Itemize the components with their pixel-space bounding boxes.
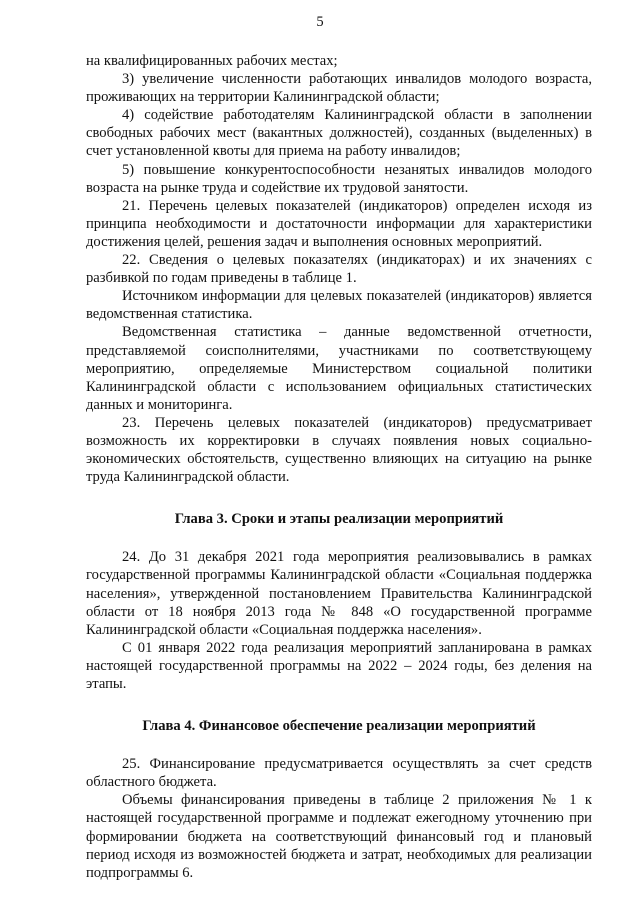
paragraph: С 01 января 2022 года реализация мероприятий запланирована в рамках настоящей государственной программы на 2022 – 2024 годы, без деления на этапы. [86,639,592,692]
paragraph: Источником информации для целевых показателей (индикаторов) является ведомственная статистика. [86,288,592,323]
paragraph: 25. Финансирование предусматривается осуществлять за счет средств областного бюджета. [86,756,592,791]
page-number: 5 [316,14,324,30]
chapter-4-heading: Глава 4. Финансовое обеспечение реализации мероприятий [142,718,536,735]
paragraph: Объемы финансирования приведены в таблице 2 приложения № 1 к настоящей государственной программе и подлежат ежегодному уточнению при формировании бюджета на соответствующий финансовый год и плановый период исходя из возможностей бюджета и затрат, необходимых для реализации подпрограммы 6. [86,792,592,881]
paragraph: 24. До 31 декабря 2021 года мероприятия реализовывались в рамках государственной программы Калининградской области «Социальная поддержка населения», утвержденной постановлением Правительства Калининградской области от 18 ноября 2013 года № 848 «О государственной программе Калининградской области «Социальная поддержка населения». [86,549,592,638]
document-body [86,52,592,882]
list-item: 5) повышение конкурентоспособности незанятых инвалидов молодого возраста на рынке труда и содействие их трудовой занятости. [86,161,592,196]
paragraph: на квалифицированных рабочих местах; [86,53,338,69]
list-item: 4) содействие работодателям Калининградской области в заполнении свободных рабочих мест (вакантных должностей), созданных (выделенных) в счет установленной квоты для приема на работу инвалидов; [86,107,592,160]
paragraph: 21. Перечень целевых показателей (индикаторов) определен исходя из принципа необходимости и достаточности информации для характеристики достижения целей, решения задач и выполнения основных мероприятий. [86,197,592,250]
paragraph: 22. Сведения о целевых показателях (индикаторах) и их значениях с разбивкой по годам приведены в таблице 1. [86,252,592,287]
paragraph: Ведомственная статистика – данные ведомственной отчетности, представляемой соисполнителями, участниками по соответствующему мероприятию, определяемые Министерством социальной политики Калининградской области с использованием официальных статистических данных и мониторинга. [86,324,592,413]
chapter-3-heading: Глава 3. Сроки и этапы реализации мероприятий [174,511,504,528]
paragraph: 23. Перечень целевых показателей (индикаторов) предусматривает возможность их корректировки в случаях появления новых социально-экономических обстоятельств, существенно влияющих на ситуацию на рынке труда Калининградской области. [86,414,592,486]
list-item: 3) увеличение численности работающих инвалидов молодого возраста, проживающих на территории Калининградской области; [86,71,592,106]
